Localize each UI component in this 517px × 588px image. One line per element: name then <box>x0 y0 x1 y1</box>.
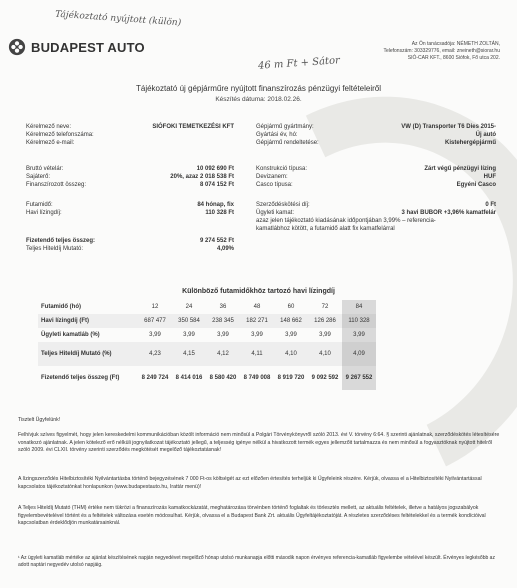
table-row-total <box>38 366 376 390</box>
handwritten-note-line2: 46 m Ft + Sátor <box>257 55 341 72</box>
disclaimer-paragraph-2: A lízingszerződés Hitelbiztosítéki Nyilvántartásba történő bejegyzésének 7 000 Ft-os költségét az ezt előzően értesítés terheljük ki Ügyfeleink részére. Kérjük, olvassa el a Hitelbiztosítéki Nyilvántartással kapcsolatos tájékoztatónkat honlapunkon (www.budapestauto.hu, Irattár menü)! <box>18 476 482 490</box>
table-cell: 350 584 <box>172 314 206 328</box>
thm-value: 4,09% <box>216 246 234 252</box>
thm-label: Teljes Hiteldíj Mutató: <box>26 246 84 252</box>
customer-name-label: Kérelmező neve: <box>26 124 72 130</box>
table-cell: 3,99 <box>217 332 229 338</box>
table-row-monthly <box>38 314 376 328</box>
table-cell: 238 345 <box>206 314 240 328</box>
greeting: Tisztelt Ügyfelünk! <box>18 417 61 423</box>
table-cell: 148 662 <box>274 314 308 328</box>
table-cell: 12 <box>151 304 159 310</box>
table-cell: 8 919 720 <box>277 375 305 381</box>
brand-name: BUDAPEST AUTO <box>31 39 145 55</box>
gross-price-label: Bruttó vételár: <box>26 166 64 172</box>
table-cell: 8 249 724 <box>141 375 169 381</box>
vehicle-usage-label: Gépjármű rendeltetése: <box>256 140 319 146</box>
footnote: ¹ Az ügyleti kamatláb mértéke az ajánlat készítésének napján negyedévet megelőző hónap utolsó munkanapja előtti második napon érvényes referencia-kamatláb figyelembe vételével készült. Érvényes legkésőbb az adott naptári negyedév utolsó napjáig. <box>18 555 495 568</box>
currency-label: Devizanem: <box>256 174 288 180</box>
table-cell: 4,15 <box>172 342 206 366</box>
own-funds-label: Sajáterő: <box>26 174 51 180</box>
table-cell-selected: 110 328 <box>342 314 376 328</box>
dealer-line: SIÓ-CAR KFT., 8600 Siófok, Fő utca 202. <box>407 55 500 61</box>
dealer-line: Az Ön tanácsadója: NÉMETH ZOLTÁN, <box>411 41 500 47</box>
table-cell: 3,99 <box>183 332 195 338</box>
vehicle-type-value: VW (D) Transporter T6 Dies 2015- <box>401 124 496 130</box>
vehicle-usage-value: Kistehergépjármű <box>444 140 496 146</box>
table-cell: 8 749 008 <box>243 375 271 381</box>
vehicle-year-label: Gyártási év, hó: <box>256 132 298 138</box>
construction-type-label: Konstrukció típusa: <box>256 166 308 172</box>
casco-value: Egyéni Casco <box>456 182 496 188</box>
disclaimer-paragraph-3: A Teljes Hiteldíj Mutató (THM) értéke nem tükrözi a finanszírozás kamatkockázatát, meghatározása törvénben történő foglaltak és törlesztés mellett, az aktuális feltételek, illetve a hatályos jogszabályok figyelembevételével történt és a feltételek változása esetén módosulhat. Kérjük, olvassa el a Budapest Bank Zrt. aktuális Ügyfeltájékoztatóját. A részletes szerződéses feltételekkel és a termék kondícióival kapcsolatban érdeklődjön munkatársainknál. <box>18 505 486 527</box>
disclaimer-paragraph-1: Felhívjuk szíves figyelmét, hogy jelen kereskedelmi kommunikációban közölt információ nem minősül a Polgári Törvénykönyvről szóló 2013. évi V. törvény 6:64. § szerinti ajánlatnak, szerződéskötés létesítésére vonatkozó ajánlatnak. A jelen kötelező erő nélküli jognyilatkozat tájékoztató jellegű, a teljesség igénye nélkül a hivatkozott termék egyes jellemzőit tartalmazza és nem minősül a fogyasztóknak nyújtott hitelről szóló 2009. évi CLXII. törvény szerinti szerződés megkötését megelőző tájékoztatásnak! <box>18 432 500 454</box>
interest-rate-label: Ügyleti kamat: <box>256 210 295 216</box>
total-payable-label: Fizetendő teljes összeg: <box>26 238 96 244</box>
handwritten-note-line1: Tájékoztató nyújtott (külön) <box>54 9 182 29</box>
table-cell: 4,12 <box>206 342 240 366</box>
table-cell: 48 <box>253 304 261 310</box>
brand-logo-icon <box>8 38 26 56</box>
term-comparison-table <box>38 300 376 390</box>
table-cell-selected: 4,09 <box>342 342 376 366</box>
table-cell: 3,99 <box>251 332 263 338</box>
row-header-thm: Teljes Hiteldíj Mutató (%) <box>38 342 130 366</box>
financed-amount-label: Finanszírozott összeg: <box>26 182 87 188</box>
table-cell: 8 414 016 <box>175 375 203 381</box>
table-cell-selected: 3,99 <box>342 328 376 342</box>
table-cell: 126 286 <box>308 314 342 328</box>
table-row-rate <box>38 328 376 342</box>
row-header-rate: Ügyleti kamatláb (%) <box>41 332 100 338</box>
interest-rate-note-2: kamatlábhoz kötött, a futamidő alatt fix kamatfelárral <box>256 226 395 232</box>
term-table-title: Különböző futamidőkhöz tartozó havi lízingdíj <box>182 288 335 295</box>
row-header-term: Futamidő (hó) <box>41 304 81 310</box>
table-row-thm <box>38 342 376 366</box>
currency-value: HUF <box>483 174 496 180</box>
table-cell: 4,10 <box>274 342 308 366</box>
dealer-line: Telefonszám: 303329776, email: zneineth@siorar.hu <box>383 48 500 54</box>
row-header-total: Fizetendő teljes összeg (Ft) <box>41 375 120 381</box>
table-cell: 4,23 <box>138 342 172 366</box>
monthly-fee-value: 110 328 Ft <box>205 210 234 216</box>
vehicle-year-value: Új autó <box>475 132 496 138</box>
table-cell: 8 580 420 <box>209 375 237 381</box>
customer-email-label: Kérelmező e-mail: <box>26 140 75 146</box>
financed-amount-value: 8 074 152 Ft <box>199 182 234 188</box>
own-funds-value: 20%, azaz 2 018 538 Ft <box>170 174 234 180</box>
contract-fee-value: 0 Ft <box>485 202 496 208</box>
term-value: 84 hónap, fix <box>197 202 234 208</box>
table-cell: 4,10 <box>308 342 342 366</box>
monthly-fee-label: Havi lízingdíj: <box>26 210 62 216</box>
table-cell: 9 092 592 <box>311 375 339 381</box>
table-cell-selected: 9 267 552 <box>342 366 376 390</box>
table-row-terms <box>38 300 376 314</box>
table-cell: 36 <box>219 304 227 310</box>
table-cell: 24 <box>185 304 193 310</box>
document-title: Tájékoztató új gépjárműre nyújtott finanszírozás pénzügyi feltételeiről <box>135 84 382 93</box>
table-cell: 182 271 <box>240 314 274 328</box>
construction-type-value: Zárt végű pénzügyi lízing <box>424 166 496 172</box>
table-cell: 60 <box>287 304 295 310</box>
customer-phone-label: Kérelmező telefonszáma: <box>26 132 94 138</box>
interest-rate-value: 3 havi BUBOR +3,96% kamatfelár <box>401 210 496 216</box>
table-cell-selected: 84 <box>342 300 376 314</box>
table-cell: 72 <box>321 304 329 310</box>
vehicle-type-label: Gépjármű gyártmány: <box>256 124 314 130</box>
document-date: Készítés dátuma: 2018.02.26. <box>215 96 302 103</box>
table-cell: 3,99 <box>285 332 297 338</box>
total-payable-value: 9 274 552 Ft <box>199 238 234 244</box>
table-cell: 4,11 <box>240 342 274 366</box>
brand-logo <box>8 38 145 56</box>
table-cell: 687 477 <box>138 314 172 328</box>
table-cell: 3,99 <box>319 332 331 338</box>
interest-rate-note-1: azaz jelen tájékoztató kiadásának időpontjában 3,99% – referencia- <box>256 218 436 224</box>
term-label: Futamidő: <box>26 202 53 208</box>
gross-price-value: 10 092 690 Ft <box>196 166 234 172</box>
contract-fee-label: Szerződéskötési díj: <box>256 202 310 208</box>
row-header-monthly: Havi lízingdíj (Ft) <box>38 314 130 328</box>
dealer-contact-block <box>383 41 500 62</box>
casco-label: Casco típusa: <box>256 182 293 188</box>
table-cell: 3,99 <box>149 332 161 338</box>
customer-name-value: SIÓFOKI TEMETKEZÉSI KFT <box>152 124 234 130</box>
